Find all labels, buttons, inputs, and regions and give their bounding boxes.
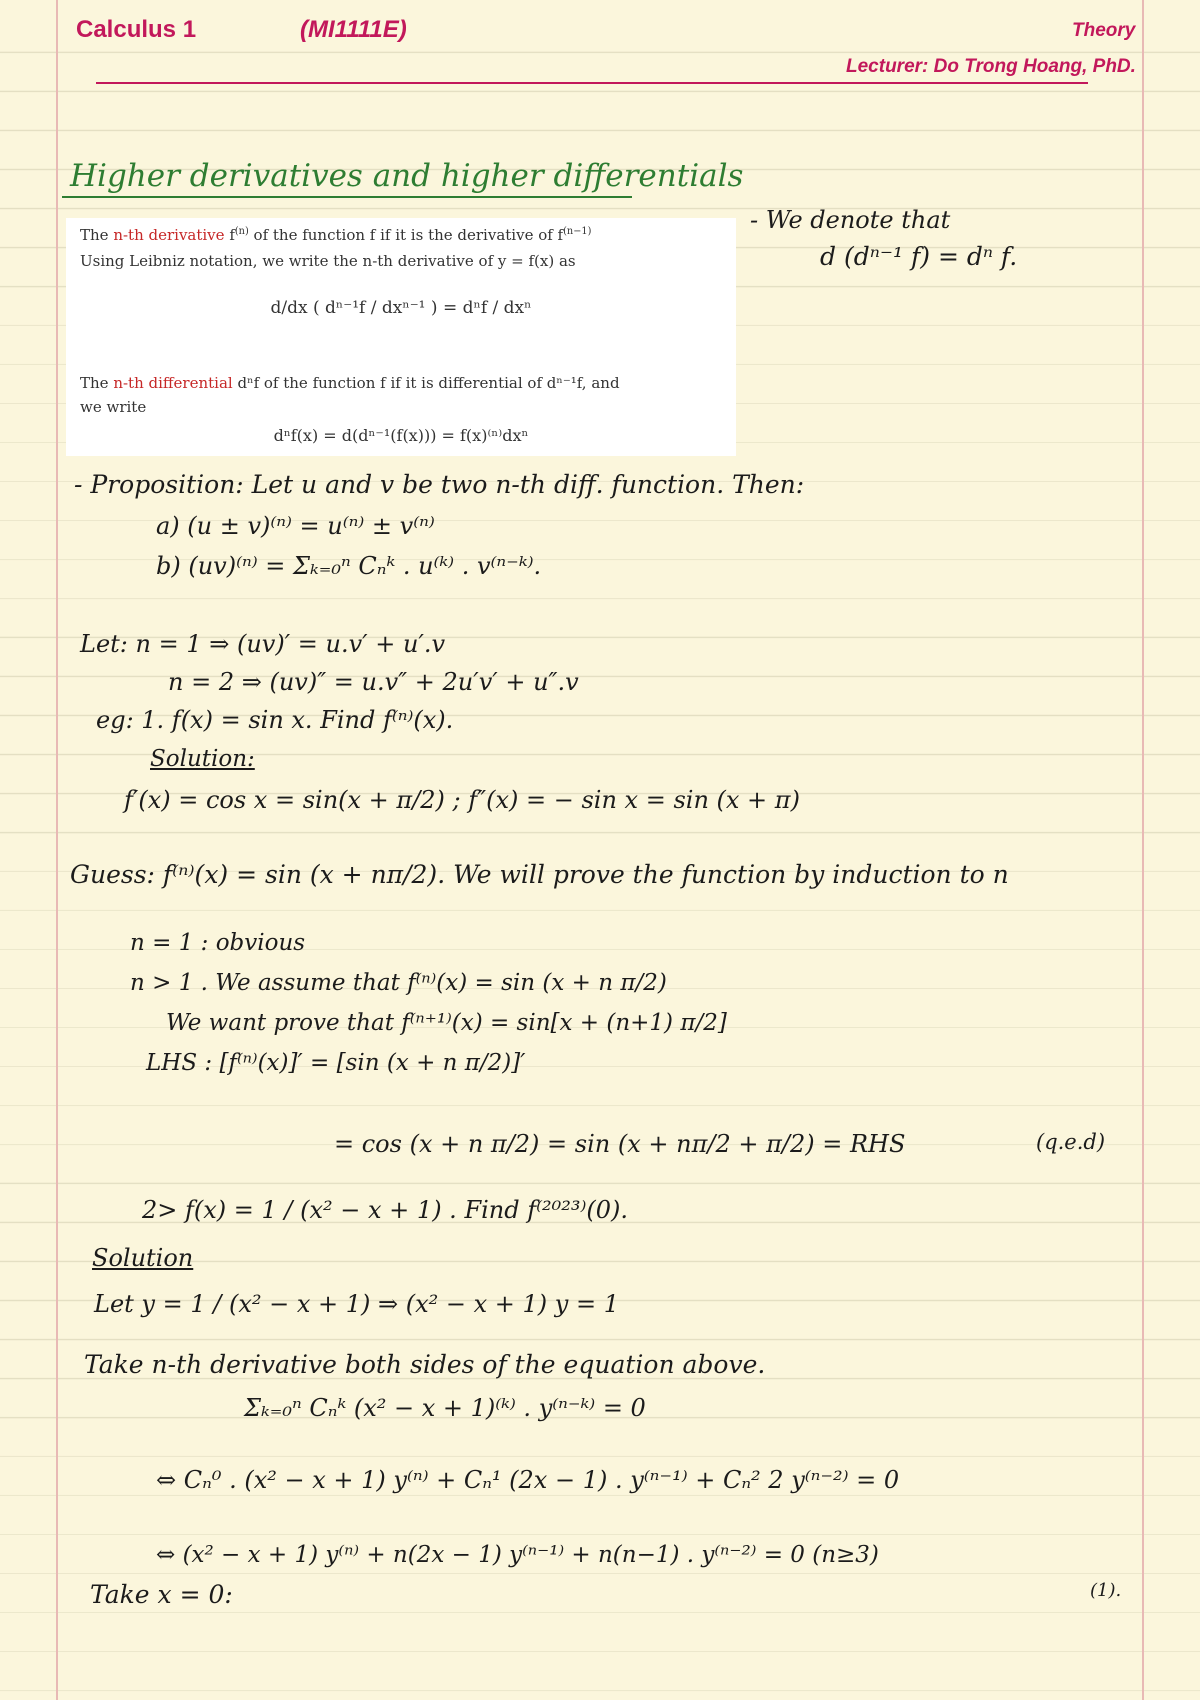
definition-differential-line: The n-th differential dⁿf of the function f if it is differential of dⁿ⁻¹f, and [80, 374, 620, 392]
doc-kind: Theory [1072, 20, 1136, 41]
definition-we-write: we write [80, 398, 147, 416]
header-underline [96, 82, 1088, 84]
let-n1-line: Let: n = 1 ⇒ (uv)′ = u.v′ + u′.v [80, 630, 446, 658]
section-title-underline [62, 196, 632, 198]
let-y-line: Let y = 1 / (x² − x + 1) ⇒ (x² − x + 1) y = 1 [94, 1290, 619, 1318]
course-code: (MI1111E) [300, 16, 407, 43]
definition-derivative-line: The n-th derivative $f^{(n)}$ of the function f if it is the derivative of $f^{(n-1)}$ [80, 226, 592, 244]
induction-goal: We want prove that f⁽ⁿ⁺¹⁾(x) = sin[x + (n+1) π/2] [166, 1010, 727, 1036]
term-nth-derivative: n-th derivative [113, 226, 225, 244]
proposition-b: b) (uv)⁽ⁿ⁾ = Σₖ₌₀ⁿ Cₙᵏ . u⁽ᵏ⁾ . v⁽ⁿ⁻ᵏ⁾. [156, 552, 542, 580]
expanded-sum-line: ⇔ Cₙ⁰ . (x² − x + 1) y⁽ⁿ⁾ + Cₙ¹ (2x − 1) . y⁽ⁿ⁻¹⁾ + Cₙ² 2 y⁽ⁿ⁻²⁾ = 0 [156, 1466, 900, 1494]
lecturer: Lecturer: Do Trong Hoang, PhD. [846, 56, 1136, 77]
proposition-line: - Proposition: Let u and v be two n-th diff. function. Then: [74, 470, 805, 499]
left-margin-line [56, 0, 58, 1700]
induction-rhs: = cos (x + n π/2) = sin (x + nπ/2 + π/2) = RHS [334, 1130, 906, 1158]
section-title: Higher derivatives and higher differentials [70, 158, 744, 194]
let-n2-line: n = 2 ⇒ (uv)″ = u.v″ + 2u′v′ + u″.v [168, 668, 579, 696]
side-note-line-2: d (dⁿ⁻¹ f) = dⁿ f. [820, 242, 1018, 271]
recurrence-line: ⇔ (x² − x + 1) y⁽ⁿ⁾ + n(2x − 1) y⁽ⁿ⁻¹⁾ + n(n−1) . y⁽ⁿ⁻²⁾ = 0 (n≥3) [156, 1542, 879, 1568]
induction-lhs: LHS : [f⁽ⁿ⁾(x)]′ = [sin (x + n π/2)]′ [146, 1050, 526, 1076]
solution-2-label: Solution [92, 1244, 194, 1272]
term-nth-differential: n-th differential [113, 374, 233, 392]
take-nth-derivative-line: Take n-th derivative both sides of the equation above. [84, 1350, 766, 1379]
equation-number: (1). [1090, 1580, 1122, 1601]
example-2-line: 2> f(x) = 1 / (x² − x + 1) . Find f⁽²⁰²³⁾(0). [142, 1196, 628, 1224]
induction-base: n = 1 : obvious [130, 930, 306, 956]
definition-leibniz-line: Using Leibniz notation, we write the n-th derivative of y = f(x) as [80, 252, 576, 270]
qed-mark: (q.e.d) [1036, 1130, 1106, 1154]
first-derivatives-line: f′(x) = cos x = sin(x + π/2) ; f″(x) = − sin x = sin (x + π) [124, 786, 800, 814]
right-margin-line [1142, 0, 1144, 1700]
proposition-a: a) (u ± v)⁽ⁿ⁾ = u⁽ⁿ⁾ ± v⁽ⁿ⁾ [156, 512, 435, 540]
leibniz-formula: d/dx ( dⁿ⁻¹f / dxⁿ⁻¹ ) = dⁿf / dxⁿ [270, 298, 532, 318]
guess-line: Guess: f⁽ⁿ⁾(x) = sin (x + nπ/2). We will prove the function by induction to n [70, 860, 1009, 889]
solution-1-label: Solution: [150, 746, 255, 772]
course-title: Calculus 1 [76, 16, 197, 43]
leibniz-sum-line: Σₖ₌₀ⁿ Cₙᵏ (x² − x + 1)⁽ᵏ⁾ . y⁽ⁿ⁻ᵏ⁾ = 0 [244, 1394, 646, 1422]
take-x0-line: Take x = 0: [90, 1580, 233, 1609]
side-note-line-1: - We denote that [750, 206, 951, 234]
differential-formula: dⁿf(x) = d(dⁿ⁻¹(f(x))) = f(x)⁽ⁿ⁾dxⁿ [273, 426, 529, 445]
induction-assume: n > 1 . We assume that f⁽ⁿ⁾(x) = sin (x + n π/2) [130, 970, 667, 996]
example-1-line: eg: 1. f(x) = sin x. Find f⁽ⁿ⁾(x). [96, 706, 454, 734]
definition-box [66, 218, 736, 456]
